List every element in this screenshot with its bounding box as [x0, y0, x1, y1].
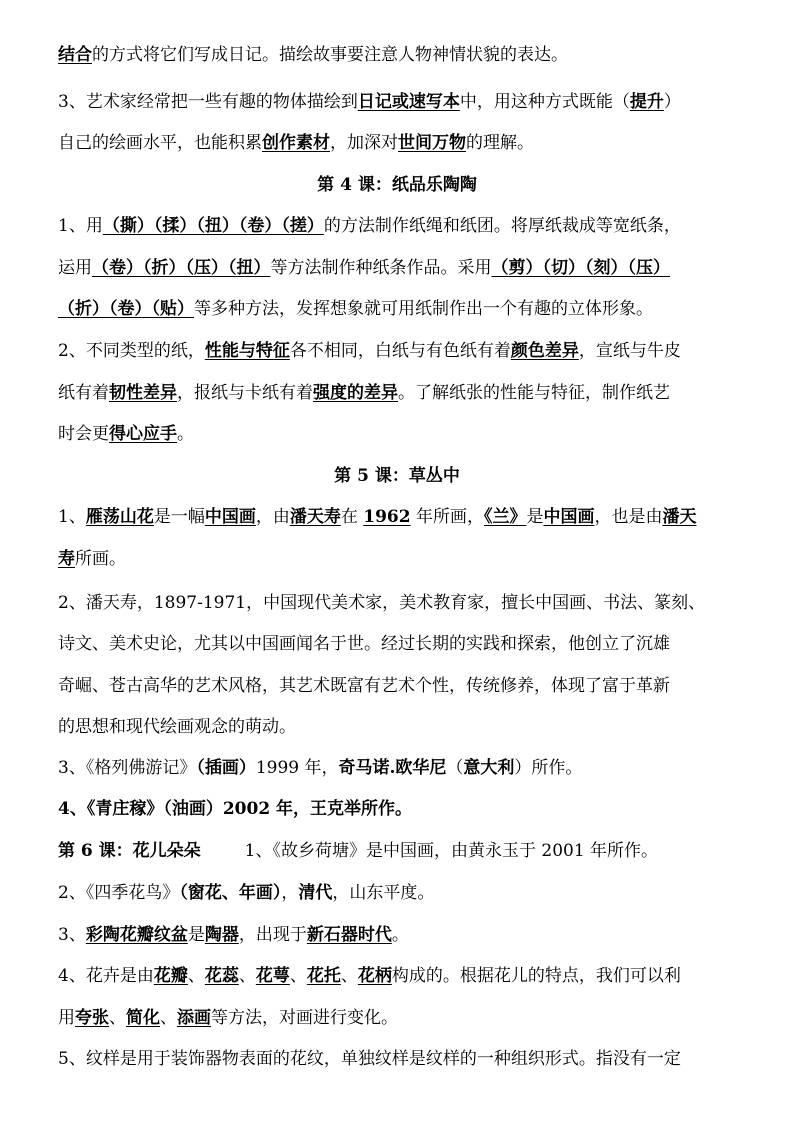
keyword-answer: 彩陶花瓣纹盆 — [85, 925, 188, 945]
text-line — [58, 880, 742, 906]
keyword-answer: 中国画 — [543, 507, 595, 527]
text-segment: 4、花卉是由 — [58, 966, 154, 986]
keyword-answer: 得心应手 — [109, 424, 177, 444]
keyword-answer: 结合 — [58, 45, 92, 65]
text-line — [58, 296, 742, 322]
text-segment: 、 — [187, 966, 205, 986]
text-line — [58, 421, 742, 447]
text-line — [58, 130, 742, 156]
text-segment: 的思想和现代绘画观念的萌动。 — [58, 717, 296, 737]
bold-text: （窗花、年画） — [179, 883, 282, 903]
text-segment: 是一幅 — [153, 507, 205, 527]
bold-text: 清代 — [298, 883, 333, 903]
text-segment: ，宣纸与牛皮 — [578, 341, 681, 361]
text-line — [58, 89, 742, 115]
text-segment: 3、 — [58, 925, 86, 945]
text-line — [58, 838, 742, 864]
text-segment: ，由 — [255, 507, 290, 527]
text-segment: 等方法制作种纸条作品。采用 — [270, 258, 492, 278]
text-segment: 1999 年， — [255, 758, 339, 778]
text-segment: 纸有着 — [58, 383, 109, 403]
keyword-answer: 新石器时代 — [306, 925, 392, 945]
text-segment: 中，用这种方式既能（ — [459, 92, 630, 112]
keyword-answer: 陶器 — [204, 925, 239, 945]
keyword-answer: 雁荡山花 — [85, 507, 154, 527]
text-segment: 2、潘天寿，1897-1971，中国现代美术家，美术教育家，擅长中国画、书法、篆刻、 — [58, 593, 706, 613]
keyword-answer: 花萼 — [255, 966, 290, 986]
keyword-answer: 添画 — [177, 1008, 211, 1028]
text-segment: 。 — [177, 424, 194, 444]
bold-text: 奇马诺.欧华尼 — [338, 758, 447, 778]
keyword-answer: 花柄 — [357, 966, 392, 986]
text-segment: 1、 — [58, 507, 86, 527]
text-segment: 的方式将它们写成日记。描绘故事要注意人物神情状貌的表达。 — [92, 45, 568, 65]
keyword-answer: 中国画 — [204, 507, 256, 527]
text-segment: 、 — [340, 966, 358, 986]
text-line — [58, 922, 742, 948]
text-line — [58, 590, 742, 616]
keyword-answer: 花蕊 — [204, 966, 239, 986]
keyword-answer: 提升 — [629, 92, 664, 112]
text-segment: 5、纹样是用于装饰器物表面的花纹，单独纹样是纹样的一种组织形式。指没有一定 — [58, 1049, 681, 1069]
text-segment: 在 — [340, 507, 364, 527]
text-segment: 、 — [160, 1008, 177, 1028]
keyword-answer: （撕）（揉）（扭）（卷）（搓） — [102, 216, 324, 236]
text-segment: 2、不同类型的纸， — [58, 341, 205, 361]
text-segment: 3、艺术家经常把一些有趣的物体描绘到 — [58, 92, 358, 112]
keyword-answer: 花瓣 — [153, 966, 188, 986]
text-segment: ，出现于 — [238, 925, 307, 945]
keyword-answer: 潘天寿 — [289, 507, 341, 527]
text-segment: 诗文、美术史论，尤其以中国画闻名于世。经过长期的实践和探索，他创立了沉雄 — [58, 634, 670, 654]
keyword-answer: 颜色差异 — [510, 341, 579, 361]
text-segment: 等多种方法，发挥想象就可用纸制作出一个有趣的立体形象。 — [194, 299, 653, 319]
text-line — [58, 255, 742, 281]
keyword-answer: 夸张 — [75, 1008, 109, 1028]
keyword-answer: 日记或速写本 — [357, 92, 460, 112]
text-line — [58, 796, 742, 822]
text-line — [58, 1046, 742, 1072]
text-segment: 各不相同，白纸与有色纸有着 — [289, 341, 511, 361]
text-segment: 。了解纸张的性能与特征，制作纸艺 — [398, 383, 670, 403]
text-segment: （ — [446, 758, 464, 778]
text-segment: 的方法制作纸绳和纸团。将厚纸裁成等宽纸条， — [323, 216, 681, 236]
text-segment: ）所作。 — [514, 758, 583, 778]
text-segment: 运用 — [58, 258, 92, 278]
text-segment: 的理解。 — [466, 133, 534, 153]
bold-text: （插画） — [196, 758, 256, 778]
keyword-answer: 强度的差异 — [313, 383, 398, 403]
bold-text: 4、《青庄稼》（油画）2002 年，王克举所作。 — [58, 799, 413, 819]
section-heading — [0, 463, 794, 489]
keyword-answer: 寿 — [58, 549, 75, 569]
text-segment: ，也是由 — [594, 507, 663, 527]
keyword-answer: 性能与特征 — [204, 341, 290, 361]
keyword-answer: 《兰》 — [483, 507, 527, 527]
bold-text: 第 4 课：纸品乐陶陶 — [317, 175, 477, 195]
text-segment: 奇崛、苍古高华的艺术风格，其艺术既富有艺术个性，传统修养，体现了富于革新 — [58, 676, 670, 696]
text-segment: 用 — [58, 1008, 75, 1028]
keyword-answer: 潘天 — [662, 507, 697, 527]
keyword-answer: （卷）（折）（压）（扭） — [92, 258, 271, 278]
text-line — [58, 714, 742, 740]
text-line — [58, 673, 742, 699]
text-segment: 1、用 — [58, 216, 103, 236]
bold-text: 第 6 课：花儿朵朵 — [58, 841, 201, 861]
text-segment: 构成的。根据花儿的特点，我们可以利 — [391, 966, 681, 986]
text-segment: ，报纸与卡纸有着 — [177, 383, 313, 403]
keyword-answer: （剪）（切）（刻）（压） — [491, 258, 670, 278]
text-segment: 3、《格列佛游记》 — [58, 758, 197, 778]
text-segment: 时会更 — [58, 424, 109, 444]
text-line — [58, 380, 742, 406]
text-line — [58, 963, 742, 989]
text-line — [58, 42, 742, 68]
text-segment: 所画。 — [75, 549, 126, 569]
text-segment: ， — [281, 883, 299, 903]
text-line — [58, 213, 742, 239]
text-segment: 、 — [109, 1008, 126, 1028]
text-segment: 。 — [391, 925, 409, 945]
text-line — [58, 1005, 742, 1031]
text-segment: 等方法，对画进行变化。 — [211, 1008, 398, 1028]
text-segment: 自己的绘画水平，也能积累 — [58, 133, 262, 153]
keyword-answer: 1962 — [363, 507, 411, 527]
keyword-answer: 简化 — [126, 1008, 160, 1028]
keyword-answer: 世间万物 — [398, 133, 466, 153]
text-line — [58, 504, 742, 530]
text-line — [58, 631, 742, 657]
text-segment: 1、《故乡荷塘》是中国画，由黄永玉于 2001 年所作。 — [244, 841, 659, 861]
text-segment: ，山东平度。 — [332, 883, 435, 903]
text-segment: 是 — [187, 925, 205, 945]
section-heading — [0, 172, 794, 198]
text-line — [58, 546, 742, 572]
keyword-answer: （折）（卷）（贴） — [58, 299, 194, 319]
text-segment: 年所画， — [410, 507, 484, 527]
text-segment: ，加深对 — [330, 133, 398, 153]
keyword-answer: 花托 — [306, 966, 341, 986]
keyword-answer: 韧性差异 — [109, 383, 177, 403]
text-segment: 、 — [238, 966, 256, 986]
bold-text: 第 5 课：草丛中 — [334, 466, 460, 486]
text-line — [58, 755, 742, 781]
keyword-answer: 创作素材 — [262, 133, 330, 153]
text-segment: 是 — [526, 507, 544, 527]
bold-text: 意大利 — [463, 758, 515, 778]
text-segment: ） — [663, 92, 681, 112]
text-segment: 2、《四季花鸟》 — [58, 883, 180, 903]
text-line — [58, 338, 742, 364]
text-segment: 、 — [289, 966, 307, 986]
